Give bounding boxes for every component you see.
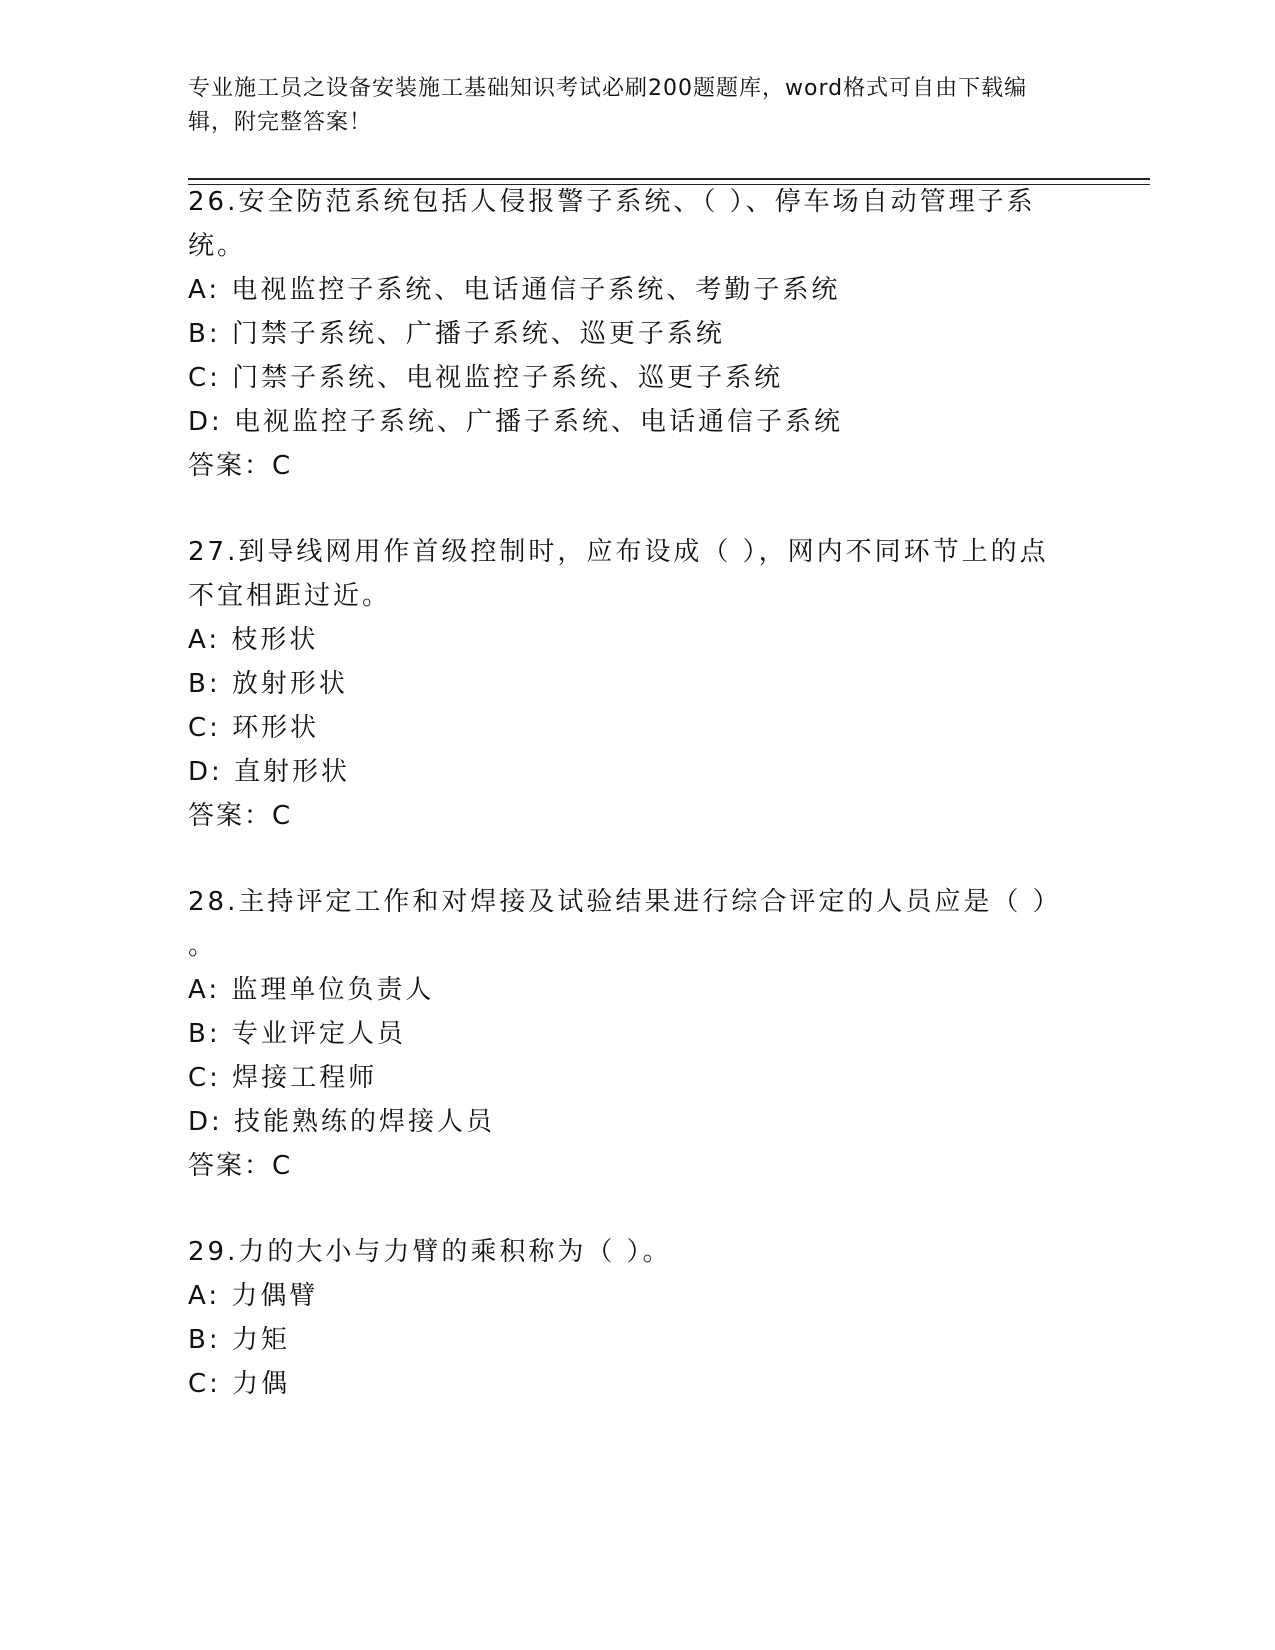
question-27-stem-line1: 27.到导线网用作首级控制时，应布设成（ ），网内不同环节上的点 <box>188 537 1049 567</box>
document-title: 专业施工员之设备安装施工基础知识考试必刷200题题库，word格式可自由下载编辑，附完整答案！ <box>188 76 1028 135</box>
question-27-answer: 答案：C <box>188 801 293 831</box>
question-26-answer: 答案：C <box>188 451 293 481</box>
question-29-stem-line1: 29.力的大小与力臂的乘积称为（ ）。 <box>188 1237 672 1267</box>
question-28-option-d: D: 技能熟练的焊接人员 <box>188 1107 496 1137</box>
question-27-option-a: A: 枝形状 <box>188 625 319 655</box>
question-28-stem-line1: 28.主持评定工作和对焊接及试验结果进行综合评定的人员应是（ ） <box>188 887 1062 917</box>
question-27-option-d: D: 直射形状 <box>188 757 351 787</box>
question-29-option-a: A: 力偶臂 <box>188 1281 319 1311</box>
question-26-stem-line2: 统。 <box>188 231 247 261</box>
question-28-answer: 答案：C <box>188 1151 293 1181</box>
question-26-option-a: A: 电视监控子系统、电话通信子系统、考勤子系统 <box>188 275 841 305</box>
question-28-option-b: B: 专业评定人员 <box>188 1019 406 1049</box>
question-28-stem-line2: 。 <box>188 931 218 961</box>
question-27-option-c: C: 环形状 <box>188 713 320 743</box>
question-29-option-c: C: 力偶 <box>188 1369 291 1399</box>
question-26-option-d: D: 电视监控子系统、广播子系统、电话通信子系统 <box>188 407 844 437</box>
question-26-option-b: B: 门禁子系统、广播子系统、巡更子系统 <box>188 319 725 349</box>
question-28-option-a: A: 监理单位负责人 <box>188 975 435 1005</box>
question-27-option-b: B: 放射形状 <box>188 669 348 699</box>
question-28-option-c: C: 焊接工程师 <box>188 1063 378 1093</box>
question-29-option-b: B: 力矩 <box>188 1325 290 1355</box>
question-26-option-c: C: 门禁子系统、电视监控子系统、巡更子系统 <box>188 363 784 393</box>
question-26-stem-line1: 26.安全防范系统包括人侵报警子系统、（ ）、停车场自动管理子系 <box>188 187 1036 217</box>
header-divider-thick <box>188 178 1150 180</box>
question-27-stem-line2: 不宜相距过近。 <box>188 581 392 611</box>
